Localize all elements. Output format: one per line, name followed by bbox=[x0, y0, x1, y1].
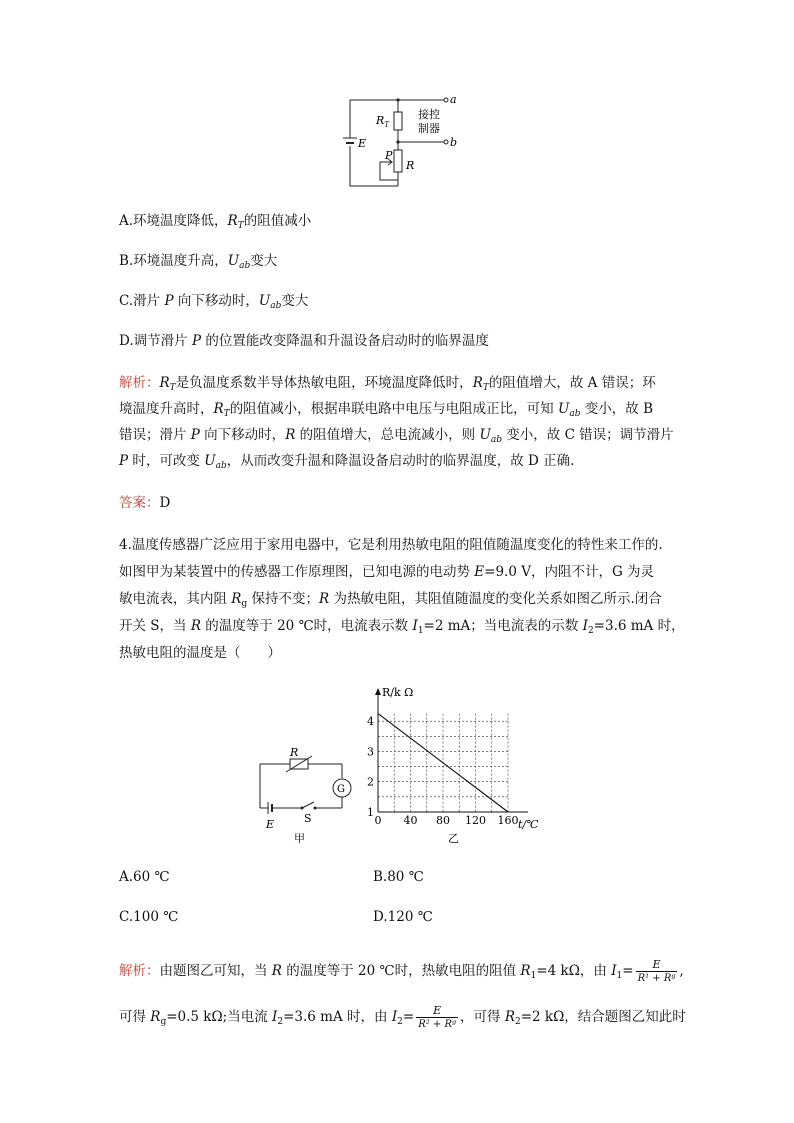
rt-label: $R_T$ bbox=[376, 114, 389, 129]
chart-caption: 乙 bbox=[448, 832, 459, 844]
q4-stem-line-3: 敏电流表，其内阻 $R_g$ 保持不变；R 为热敏电阻，其阻值随温度的变化关系如图乙所示.闭合 bbox=[119, 591, 662, 609]
y-tick-label: 3 bbox=[367, 745, 374, 759]
answer-line: 答案：D bbox=[119, 495, 171, 511]
jia-s-label: S bbox=[304, 812, 312, 825]
analysis-line-3: 错误；滑片 P 向下移动时，R 的阻值增大，总电流减小，则 $U_{ab}$ 变小，故 C 错误；调节滑片 bbox=[119, 427, 674, 445]
device-label-2: 制器 bbox=[418, 122, 440, 135]
b-label: b bbox=[450, 136, 458, 149]
x-tick-label: 80 bbox=[436, 814, 450, 827]
analysis-line-2: 境温度升高时，$R_T$的阻值减小，根据串联电路中电压与电阻成正比，可知 $U_{ab}$ 变小，故 B bbox=[119, 401, 654, 419]
q4-stem-line-1: 4.温度传感器广泛应用于家用电器中，它是利用热敏电阻的阻值随温度变化的特性来工作的. bbox=[119, 537, 663, 553]
option-b: B.环境温度升高，$U_{ab}$变大 bbox=[119, 253, 278, 271]
q4-option-d: D.120 ℃ bbox=[373, 909, 433, 925]
circuit-diagram-jia bbox=[252, 744, 362, 848]
y-tick-label: 4 bbox=[367, 715, 374, 729]
q4-option-a: A.60 ℃ bbox=[119, 869, 170, 885]
option-c: C.滑片 P 向下移动时，$U_{ab}$变大 bbox=[119, 293, 309, 311]
series-line bbox=[378, 714, 508, 812]
analysis-line-4: P 时，可改变 $U_{ab}$，从而改变升温和降温设备启动时的临界温度，故 D 正确. bbox=[119, 453, 575, 471]
p-label: P bbox=[385, 149, 393, 162]
jia-r-label: R bbox=[290, 746, 299, 759]
chart-yi bbox=[360, 684, 550, 844]
a-label: a bbox=[450, 93, 457, 106]
y-axis-arrow bbox=[375, 688, 381, 695]
chart-xlabel: t/℃ bbox=[518, 818, 539, 831]
chart-ylabel: R/k Ω bbox=[382, 686, 414, 699]
circuit-diagram-1 bbox=[330, 90, 470, 190]
q4-analysis-line-2: 可得 $R_g=0.5$ kΩ;当电流 $I_2=3.6$ mA 时，由 $I_2=$ $\frac{E}{\text{R² + Rᵍ}}$ ，可得 $R_2=2$ kΩ，结合题图乙知此时 bbox=[119, 1004, 686, 1030]
x-tick-label: 40 bbox=[403, 814, 418, 827]
q4-option-c: C.100 ℃ bbox=[119, 909, 179, 925]
x-tick-label: 0 bbox=[374, 814, 382, 827]
y-tick-label: 1 bbox=[367, 806, 374, 819]
x-tick-label: 120 bbox=[465, 814, 486, 827]
fraction-2: $\frac{E}{\text{R² + Rᵍ}}$ bbox=[418, 1004, 457, 1030]
device-label-1: 接控 bbox=[418, 108, 440, 121]
analysis-line-1: 解析：$R_T$是负温度系数半导体热敏电阻，环境温度降低时，$R_T$的阻值增大，故 A 错误；环 bbox=[119, 375, 656, 393]
jia-e-label: E bbox=[266, 818, 275, 831]
q4-stem-line-4: 开关 S，当 R 的温度等于 20 ℃时，电流表示数 $I_1=2$ mA；当电流表的示数 $I_2=3.6$ mA 时， bbox=[119, 618, 685, 636]
q4-option-b: B.80 ℃ bbox=[373, 869, 424, 885]
r-label: R bbox=[406, 159, 415, 172]
option-d: D.调节滑片 P 的位置能改变降温和升温设备启动时的临界温度 bbox=[119, 333, 489, 349]
chart-series bbox=[378, 714, 508, 812]
y-tick-label: 2 bbox=[367, 775, 374, 789]
jia-caption: 甲 bbox=[294, 832, 305, 845]
q4-stem-line-2: 如图甲为某装置中的传感器工作原理图，已知电源的电动势 E=9.0 V，内阻不计，G 为灵 bbox=[119, 564, 655, 580]
e-label: E bbox=[358, 137, 367, 150]
chart-axes bbox=[375, 688, 528, 812]
fraction-1: $\frac{E}{\text{R¹ + Rᵍ}}$ bbox=[637, 958, 676, 984]
q4-analysis-line-1: 解析：由题图乙可知，当 R 的温度等于 20 ℃时，热敏电阻的阻值 $R_1=4$ kΩ，由 $I_1=$ $\frac{E}{\text{R¹ + Rᵍ}}$ , bbox=[119, 958, 684, 984]
x-tick-label: 160 bbox=[497, 814, 519, 827]
jia-g-label: G bbox=[337, 784, 345, 795]
option-a: A.环境温度降低，$R_T$的阻值减小 bbox=[119, 213, 312, 231]
q4-stem-line-5: 热敏电阻的温度是（ ） bbox=[119, 645, 281, 661]
